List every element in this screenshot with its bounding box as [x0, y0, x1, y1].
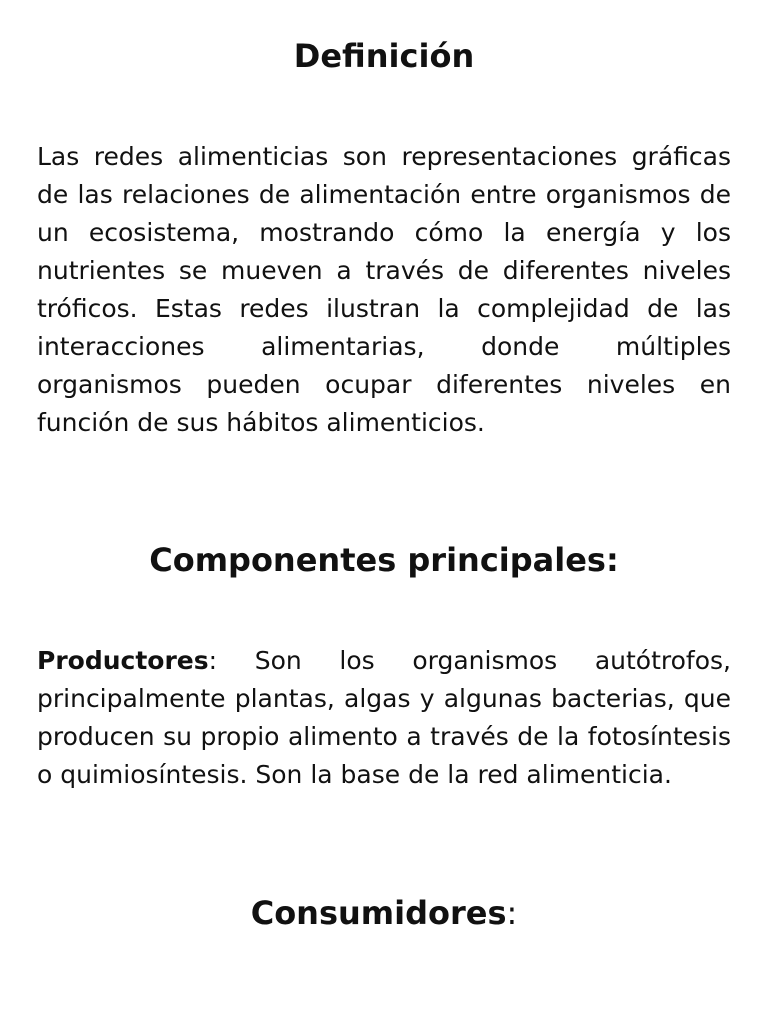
term-consumidores: Consumidores — [250, 894, 507, 932]
section-title-definicion: Definición — [293, 37, 475, 75]
productores-description: Son los organismos autótrofos, principalmente plantas, algas y algunas bacterias, que producen su propio alimento a través de la fotosíntesis o quimiosíntesis. Son la base de la red alimenticia. — [37, 646, 731, 789]
paragraph-productores — [37, 642, 731, 794]
term-productores: Productores — [37, 646, 209, 675]
consumidores-separator: : — [506, 894, 518, 932]
paragraph-definicion: Las redes alimenticias son representaciones gráficas de las relaciones de alimentación entre organismos de un ecosistema, mostrando cómo la energía y los nutrientes se mueven a través de diferentes niveles tróficos. Estas redes ilustran la complejidad de las interacciones alimentarias, donde múltiples organismos pueden ocupar diferentes niveles en función de sus hábitos alimenticios. — [37, 142, 731, 437]
section-title-consumidores — [0, 893, 768, 933]
term-separator: : — [208, 646, 218, 675]
section-title-componentes: Componentes principales: — [149, 541, 619, 579]
